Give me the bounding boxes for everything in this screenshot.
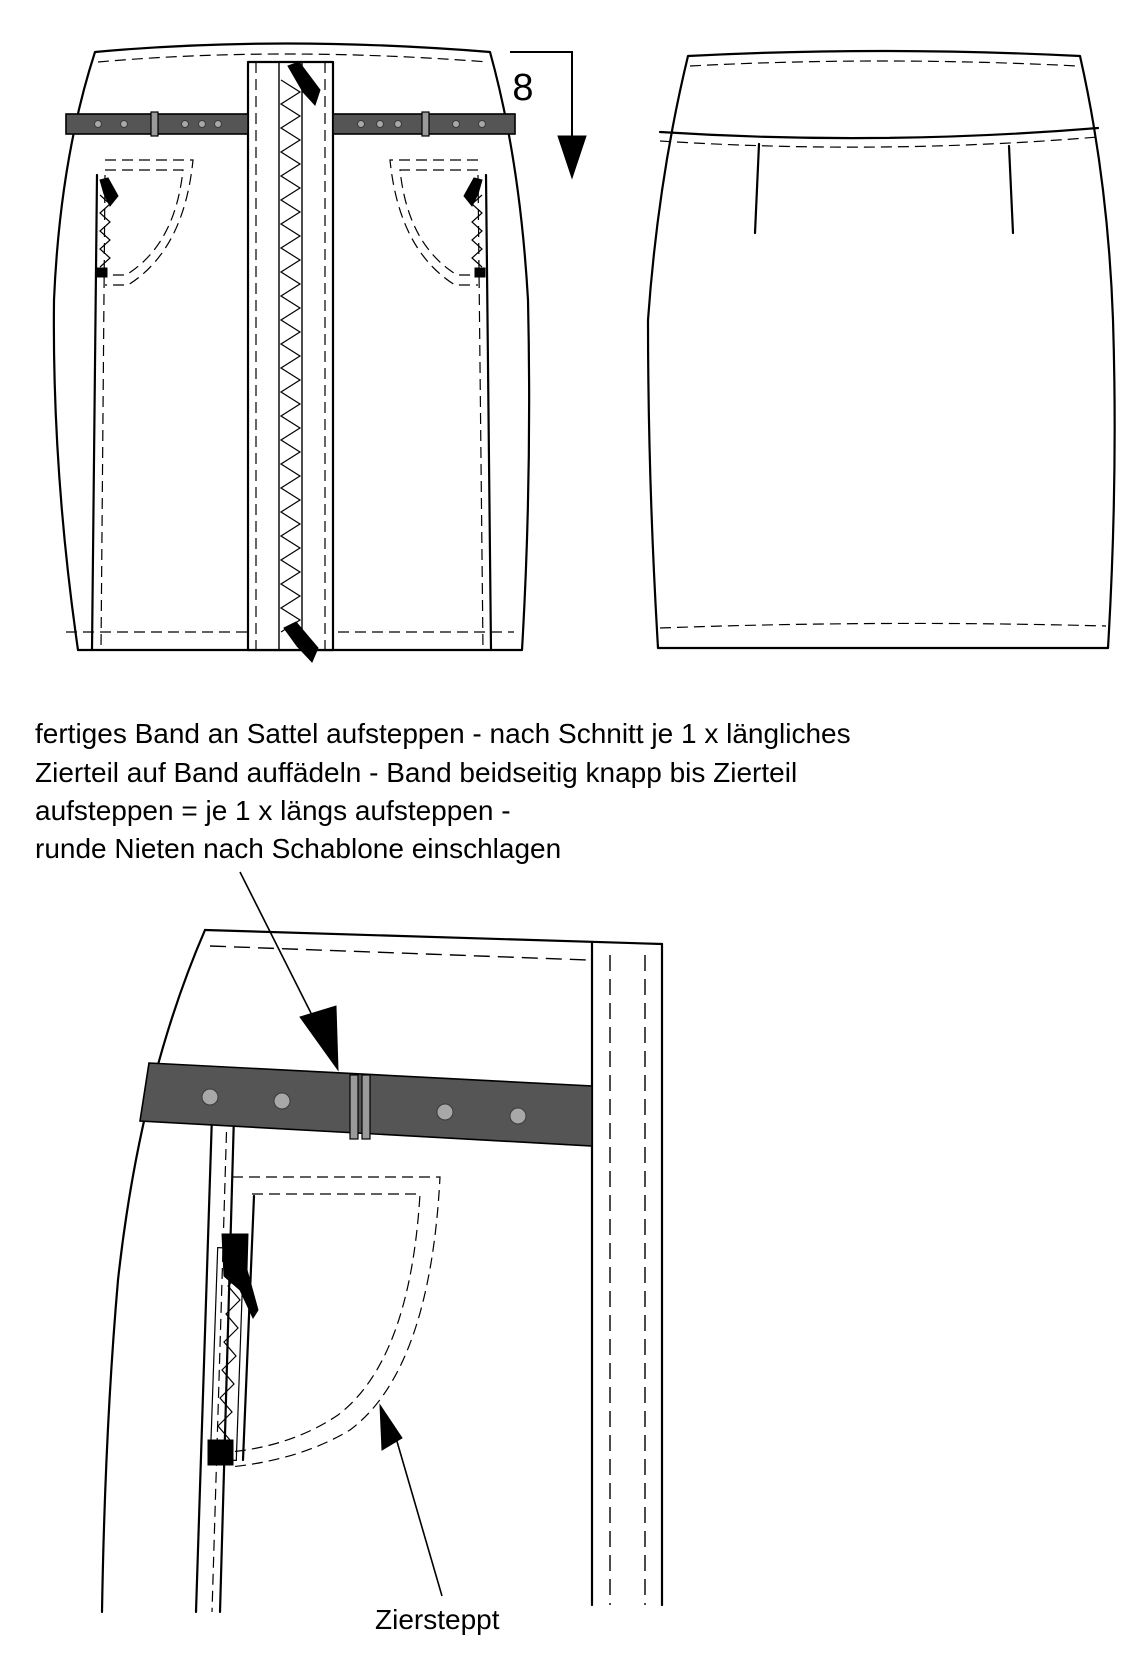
skirt-back-yoke-seam [660, 128, 1098, 138]
side-panel-seam-right [486, 175, 491, 650]
detail-belt-buckle-bar [362, 1075, 370, 1139]
belt-rivet [453, 121, 460, 128]
belt-callout-line [240, 872, 322, 1035]
step-indicator [510, 52, 586, 178]
belt-rivet [395, 121, 402, 128]
back-dart-right [1009, 146, 1013, 233]
belt-rivet [199, 121, 206, 128]
instruction-line-4: runde Nieten nach Schablone einschlagen [35, 833, 562, 864]
side-panel-seam-left [92, 175, 97, 650]
skirt-back-top-stitch [690, 61, 1078, 66]
pocket-stitch-label: Ziersteppt [375, 1604, 500, 1635]
belt-rivet [95, 121, 102, 128]
skirt-front-view [54, 44, 529, 663]
skirt-front-top-stitch [98, 54, 488, 62]
instruction-line-2: Zierteil auf Band auffädeln - Band beidseitig knapp bis Zierteil [35, 757, 798, 788]
front-zipper-panel [248, 62, 333, 650]
detail-skirt-outer-edge [102, 930, 205, 1612]
instruction-text [35, 718, 851, 864]
detail-belt-rivet [510, 1108, 526, 1124]
front-pocket-stitch-right-inner [400, 170, 478, 275]
pocket-zipper-right [472, 195, 482, 267]
skirt-back-hem-stitch [660, 623, 1106, 628]
pocket-zipper-pull-left [100, 178, 118, 206]
instruction-line-1: fertiges Band an Sattel aufsteppen - nach Schnitt je 1 x längliches [35, 718, 851, 749]
detail-belt-rivet [437, 1104, 453, 1120]
detail-pocket-stitch-inner [230, 1194, 420, 1452]
pocket-zipper-stop-left [97, 268, 107, 277]
belt-rivet [358, 121, 365, 128]
skirt-back-view [648, 51, 1115, 648]
detail-view [102, 872, 662, 1635]
detail-belt-rivet [202, 1089, 218, 1105]
front-pocket-stitch-left-outer [105, 160, 193, 285]
pocket-stitch-callout-line [396, 1438, 442, 1596]
belt-slide-buckle [422, 112, 429, 136]
detail-pocket-zipper-stop [208, 1440, 233, 1465]
belt-slide-buckle [151, 112, 158, 136]
belt-rivet [121, 121, 128, 128]
step-number: 8 [512, 67, 534, 109]
detail-side-seam-2 [220, 1115, 234, 1612]
detail-belt-rivet [274, 1093, 290, 1109]
pocket-zipper-stop-right [475, 268, 485, 277]
belt-callout-arrowhead [300, 1006, 338, 1070]
instruction-line-3: aufsteppen = je 1 x längs aufsteppen - [35, 795, 511, 826]
detail-belt-buckle-bar [350, 1075, 358, 1139]
detail-side-seam [196, 1115, 212, 1612]
pocket-zipper-pull-right [464, 178, 482, 206]
front-pocket-stitch-left-inner [105, 170, 183, 275]
front-pocket-stitch-right-outer [390, 160, 478, 285]
belt-rivet [479, 121, 486, 128]
belt-rivet [377, 121, 384, 128]
belt-rivet [215, 121, 222, 128]
step-arrow-head [558, 136, 586, 178]
pocket-stitch-callout-arrowhead [380, 1405, 402, 1450]
belt-rivet [182, 121, 189, 128]
back-dart-left [755, 144, 759, 233]
detail-top-stitch [210, 946, 588, 960]
detail-pocket-stitch-outer [230, 1177, 440, 1467]
